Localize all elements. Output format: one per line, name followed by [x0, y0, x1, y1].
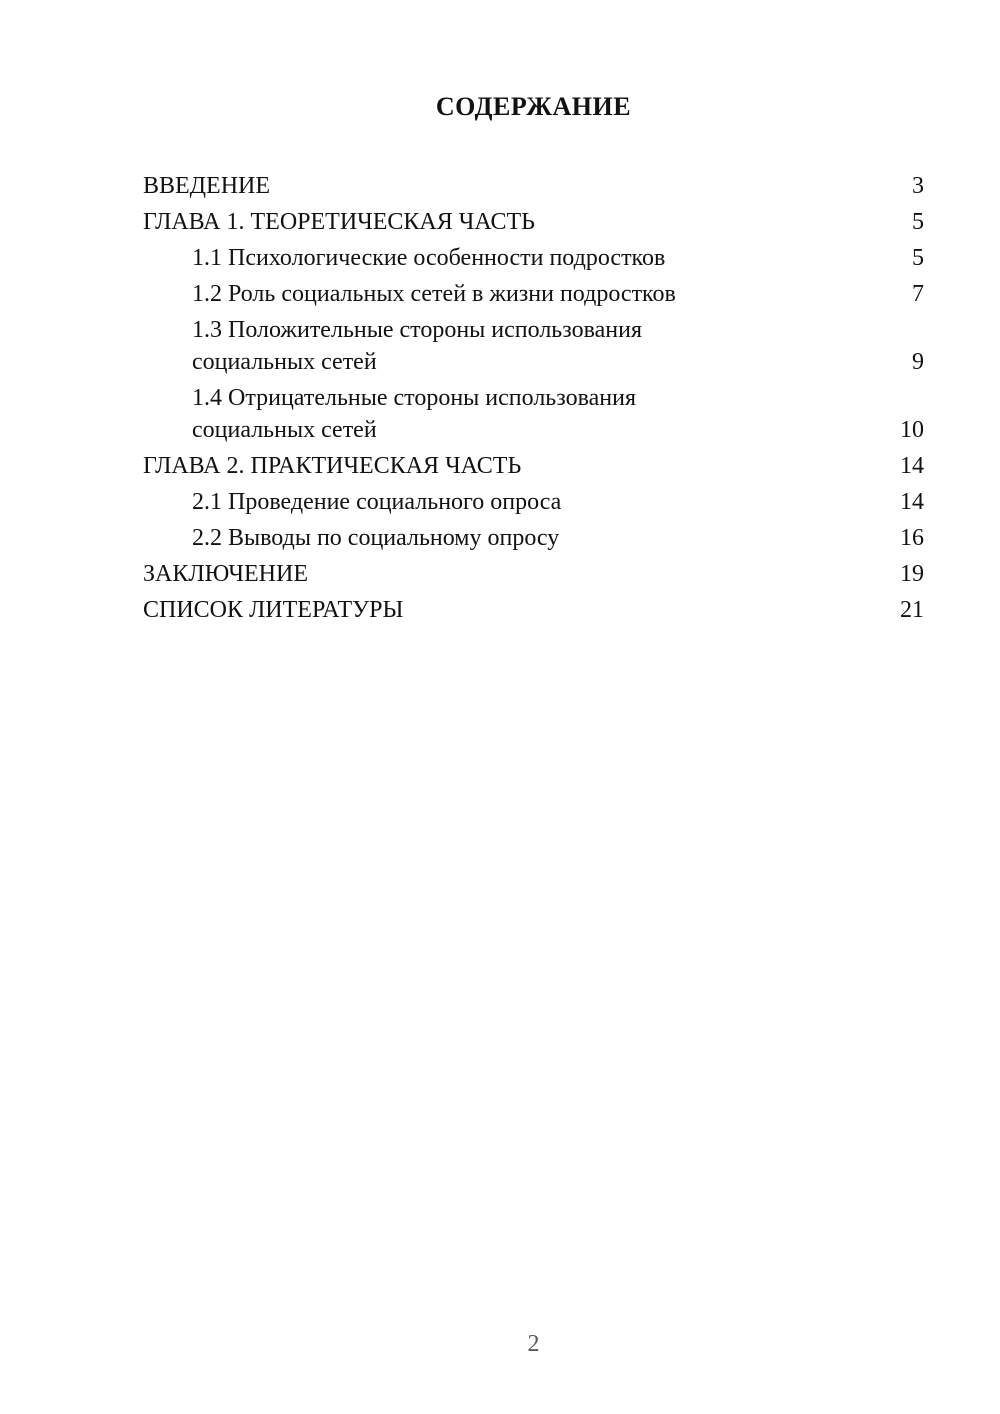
toc-entry-label: ВВЕДЕНИЕ: [143, 173, 271, 199]
toc-entry-page-number: 14: [900, 489, 924, 515]
toc-entry-page-number: 19: [900, 561, 924, 587]
page-title: СОДЕРЖАНИЕ: [435, 92, 632, 121]
toc-list: [143, 170, 924, 626]
toc-entry-label: ГЛАВА 2. ПРАКТИЧЕСКАЯ ЧАСТЬ: [143, 453, 522, 479]
toc-entry: [143, 558, 924, 590]
toc-entry: [143, 522, 924, 554]
toc-entry: [143, 382, 924, 446]
toc-entry-page-number: 5: [912, 245, 924, 271]
toc-entry-page-number: 10: [900, 417, 924, 443]
toc-entry-page-number: 5: [912, 209, 924, 235]
toc-entry-page-number: 21: [900, 597, 924, 623]
toc-entry: [143, 242, 924, 274]
toc-entry-page-number: 14: [900, 453, 924, 479]
toc-entry: [143, 170, 924, 202]
footer-page-number: 2: [527, 1331, 540, 1357]
toc-entry: [143, 314, 924, 378]
toc-entry-page-number: 7: [912, 281, 924, 307]
toc-entry-label: ЗАКЛЮЧЕНИЕ: [143, 561, 308, 587]
toc-entry: [143, 594, 924, 626]
toc-entry: [143, 450, 924, 482]
toc-entry-page-number: 3: [912, 173, 924, 199]
toc-entry-page-number: 16: [900, 525, 924, 551]
toc-entry-page-number: 9: [912, 349, 924, 375]
toc-entry: [143, 206, 924, 238]
toc-entry-label: ГЛАВА 1. ТЕОРЕТИЧЕСКАЯ ЧАСТЬ: [143, 209, 535, 235]
toc-entry-label: 1.4 Отрицательные стороны использования социальных сетей: [192, 385, 636, 443]
toc-entry-label: 1.1 Психологические особенности подростков: [192, 245, 666, 271]
toc-entry-label: 1.2 Роль социальных сетей в жизни подростков: [192, 281, 676, 307]
toc-entry: [143, 486, 924, 518]
toc-entry-label: 2.1 Проведение социального опроса: [192, 489, 562, 515]
toc-entry-label: 1.3 Положительные стороны использования социальных сетей: [192, 317, 642, 375]
toc-entry-label: СПИСОК ЛИТЕРАТУРЫ: [143, 597, 404, 623]
toc-entry-label: 2.2 Выводы по социальному опросу: [192, 525, 560, 551]
toc-entry: [143, 278, 924, 310]
